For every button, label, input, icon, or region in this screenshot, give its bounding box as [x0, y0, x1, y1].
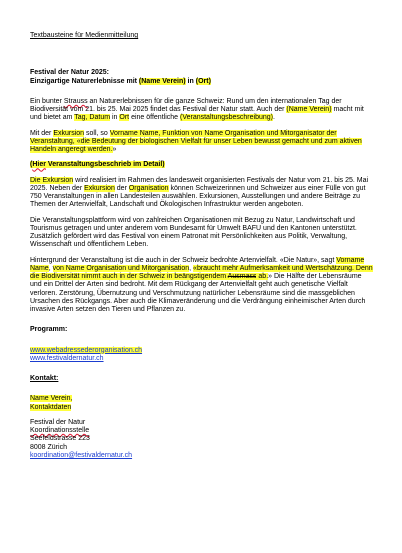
placeholder-exkursion: Die Exkursion [30, 176, 74, 184]
struck-word: Ausmass [227, 273, 257, 280]
background-paragraph [30, 257, 374, 315]
platform-paragraph: Die Veranstaltungsplattform wird von zahlreichen Organisationen mit Bezug zu Natur, Landwirtschaft und Tourismus getragen und unter anderem vom Bundesamt für Umwelt BAFU und den Kantonen unterstützt. Zusätzlich gefördert wird das Festival von einem Patronat mit Persönlichkeiten aus Politik, Verwaltung, Wissenschaft und öffentlichem Leben. [30, 216, 357, 249]
intro-text: in [110, 114, 120, 122]
placeholder-place: Ort [119, 114, 130, 122]
quote-text: Mit der [30, 129, 54, 137]
paragraph-text: » Die Hälfte der Lebensräume und ein Drittel der Arten sind bedroht. Mit dem Rückgang der Artenvielfalt geht auch genetische Vielfalt verloren. Zerstörung, Übernutzung und Verschmutzung natürlicher Lebensräume sind die massgeblichen Ursachen des Rückgangs. Aber auch die Klimaveränderung und die Verdrängung einheimischer Arten durch invasive Arten setzen den Tieren und Pflanzen zu. [30, 273, 366, 313]
title-prefix: Einzigartige Naturerlebnisse mit [30, 77, 139, 85]
quote-paragraph [30, 130, 374, 155]
spellcheck-word[interactable]: Hier [32, 161, 46, 169]
intro-text: macht mit und bietet am [30, 106, 364, 122]
kontakt-details-placeholder: Kontaktdaten [30, 403, 72, 411]
title-mid: in [185, 77, 196, 85]
title-name-placeholder: (Name Verein) [138, 77, 186, 85]
paragraph-text: können Schweizerinnen und Schweizer aus einer Fülle von gut 750 Veranstaltungen in allen Landesteilen auswählen. Exkursionen, Ausstellungen und andere Beiträge zu Themen der Artenvielfalt, Landschaft und Ökologischen Infrastruktur werden angeboten. [30, 184, 366, 209]
placeholder-quote: Vorname Name, Funktion von Name Organisation und Mitorganisator der Veranstaltung, «die Bedeutung der biologischen Vielfalt für unser Leben bewusst gemacht und zum aktiven Handeln angeregt werden. [30, 129, 362, 153]
detail-text: Veranstaltungsbeschrieb im Detail) [45, 161, 165, 169]
paragraph-text: , [48, 264, 53, 272]
organisation-website-link[interactable]: www.webadressederorganisation.ch [30, 346, 143, 354]
placeholder-exkursion: Exkursion [84, 184, 115, 192]
intro-text: an Naturerlebnissen für die ganze Schweiz: Rund um den internationalen Tag der Biodiversität vom 21. bis 25. Mai 2025 findet das Festival der Natur statt. Auch der [30, 97, 342, 113]
paragraph-text: der [114, 184, 129, 192]
programm-heading: Programm: [30, 326, 68, 334]
title-line-1: Festival der Natur 2025: [30, 69, 109, 77]
paragraph-text: Hintergrund der Veranstaltung ist die auch in der Schweiz bedrohte Artenvielfalt. «Die Natur», sagt [30, 256, 337, 264]
placeholder-vorname-name: Vorname Name [30, 256, 365, 272]
address-line-office[interactable]: Koordinationsstelle [30, 427, 90, 434]
placeholder-exkursion: Exkursion [53, 129, 85, 137]
detail-placeholder [30, 161, 165, 168]
contact-email-link[interactable]: koordination@festivaldernatur.ch [30, 451, 133, 459]
paragraph-text: wird realisiert im Rahmen des landesweit organisierten Festivals der Natur vom 21. bis 25. Mai 2025. Neben der [30, 176, 369, 192]
placeholder-date: Tag, Datum [74, 114, 111, 122]
kontakt-name-placeholder: Name Verein, [30, 395, 73, 403]
intro-text: . [273, 114, 275, 122]
address-line-street: Seefeldstrasse 223 [30, 435, 90, 443]
document-header: Textbausteine für Medienmitteilung [30, 32, 139, 39]
placeholder-description: (Veranstaltungsbeschreibung) [179, 114, 273, 122]
title-place-placeholder: (Ort) [195, 77, 211, 85]
detail-open: ( [30, 161, 33, 169]
placeholder-name-verein: (Name Verein) [286, 106, 332, 113]
address-line-festival: Festival der Natur [30, 418, 86, 426]
festival-website-link[interactable]: www.festivaldernatur.ch [30, 354, 104, 362]
placeholder-quote: ab. [256, 273, 269, 280]
title-line-2 [30, 78, 374, 86]
intro-text: Ein bunter [30, 97, 64, 105]
kontakt-heading: Kontakt: [30, 375, 59, 382]
placeholder-organisation: von Name Organisation und Mitorganisation [52, 264, 190, 272]
paragraph-text: , [189, 264, 194, 272]
placeholder-quote: «braucht mehr Aufmerksamkeit und Wertschätzung. Denn die Biodiversität nimmt auch in der Schweiz in beängstigendem [30, 264, 373, 280]
intro-paragraph [30, 98, 374, 123]
placeholder-organisation: Organisation [128, 184, 169, 192]
intro-text: eine öffentliche [129, 114, 180, 122]
address-line-city: 8008 Zürich [30, 443, 67, 451]
quote-text: » [112, 146, 117, 153]
quote-text: soll, so [84, 129, 110, 137]
exkursion-paragraph [30, 177, 374, 210]
spellcheck-word[interactable]: Strauss [63, 97, 88, 105]
